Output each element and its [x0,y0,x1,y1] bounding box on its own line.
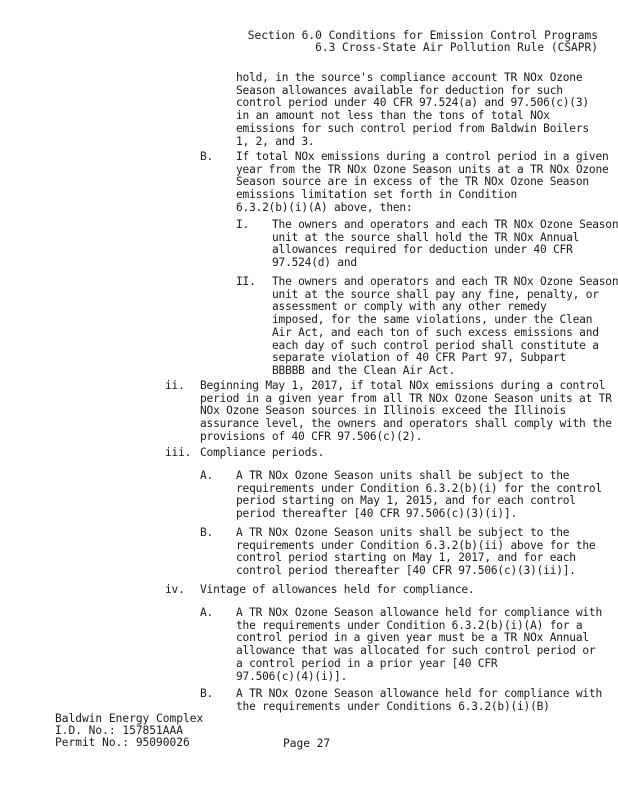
item-iv-heading [200,584,475,597]
text-line: Season source are in excess of the TR NOx Ozone Season [236,175,589,189]
text-line: Air Act, and each ton of such excess emissions and [272,325,599,339]
text-line: assurance level, the owners and operators shall comply with the [200,417,612,431]
text-line: A TR NOx Ozone Season allowance held for compliance with [236,606,602,619]
footer-company: Baldwin Energy Complex [55,712,204,725]
item-b-label: B. [200,150,214,163]
text-line: Compliance periods. [200,446,325,459]
text-line: separate violation of 40 CFR Part 97, Subpart [272,351,567,365]
text-line: year from the TR NOx Ozone Season units at a TR NOx Ozone [236,162,609,176]
text-line: Season allowances available for deduction for such [236,83,563,97]
item-b-ii-paragraph [272,276,618,378]
item-iii-heading [200,447,324,460]
footer-permit-number: Permit No.: 95090026 [55,736,190,749]
item-b-paragraph [236,151,609,215]
text-line: Vintage of allowances held for compliance. [200,583,475,596]
continuation-paragraph [236,72,589,148]
item-iv-b-label: B. [200,687,214,700]
text-line: control period thereafter [40 CFR 97.506(c)(3)(ii)]. [236,564,576,578]
item-b-ii-label: II. [236,275,256,288]
footer-id-number: I.D. No.: 157851AAA [55,724,183,737]
text-line: requirements under Condition 6.3.2(b)(ii) above for the [236,538,596,552]
item-iii-a-paragraph [236,470,602,521]
text-line: unit at the source shall pay any fine, penalty, or [272,287,599,301]
text-line: NOx Ozone Season sources in Illinois exceed the Illinois [200,404,566,418]
text-line: assessment or comply with any other remedy [272,300,547,314]
text-line: If total NOx emissions during a control period in a given [236,150,609,163]
text-line: provisions of 40 CFR 97.506(c)(2). [200,429,423,443]
item-iii-b-label: B. [200,526,214,539]
text-line: BBBBB and the Clean Air Act. [272,363,455,377]
text-line: requirements under Condition 6.3.2(b)(i) for the control [236,481,602,495]
text-line: period starting on May 1, 2015, and for each control [236,494,576,508]
item-iv-a-label: A. [200,606,214,619]
text-line: the requirements under Conditions 6.3.2(b)(i)(B) [236,699,550,713]
text-line: The owners and operators and each TR NOx Ozone Season [272,275,618,288]
text-line: period thereafter [40 CFR 97.506(c)(3)(i)]. [236,507,518,521]
text-line: control period starting on May 1, 2017, and for each [236,551,576,565]
text-line: imposed, for the same violations, under the Clean [272,313,593,327]
text-line: emissions for such control period from Baldwin Boilers [236,121,589,135]
text-line: control period under 40 CFR 97.524(a) and 97.506(c)(3) [236,96,589,110]
header-section-title: Section 6.0 Conditions for Emission Control Programs [247,29,598,42]
item-iii-a-label: A. [200,469,214,482]
text-line: the requirements under Condition 6.3.2(b)(i)(A) for a [236,618,583,632]
item-ii-label: ii. [165,379,185,392]
text-line: period in a given year from all TR NOx Ozone Season units at TR [200,391,612,405]
text-line: Beginning May 1, 2017, if total NOx emissions during a control [200,379,606,392]
text-line: unit at the source shall hold the TR NOx Annual [272,230,580,244]
text-line: each day of such control period shall constitute a [272,338,599,352]
text-line: control period in a given year must be a TR NOx Annual [236,631,589,645]
item-b-i-label: I. [236,218,250,231]
page-footer [55,713,203,749]
text-line: allowances required for deduction under 40 CFR [272,243,573,257]
text-line: emissions limitation set forth in Condition [236,188,518,202]
text-line: in an amount not less than the tons of total NOx [236,109,550,123]
text-line: A TR NOx Ozone Season allowance held for compliance with [236,687,602,700]
item-iv-a-paragraph [236,607,602,683]
text-line: A TR NOx Ozone Season units shall be subject to the [236,469,570,482]
header-subsection-title: 6.3 Cross-State Air Pollution Rule (CSAPR) [315,41,598,54]
page-number: Page 27 [283,737,331,750]
item-iv-b-paragraph [236,688,602,713]
text-line: A TR NOx Ozone Season units shall be subject to the [236,526,570,539]
item-iii-b-paragraph [236,527,595,578]
text-line: allowance that was allocated for such control period or [236,644,596,658]
item-b-i-paragraph [272,219,618,270]
text-line: The owners and operators and each TR NOx Ozone Season [272,218,618,231]
text-line: hold, in the source's compliance account TR NOx Ozone [236,71,583,84]
item-ii-paragraph [200,380,612,444]
text-line: 97.506(c)(4)(i)]. [236,669,348,683]
text-line: 1, 2, and 3. [236,134,315,148]
item-iv-label: iv. [165,583,185,596]
text-line: 97.524(d) and [272,256,357,270]
text-line: 6.3.2(b)(i)(A) above, then: [236,200,413,214]
text-line: a control period in a prior year [40 CFR [236,656,498,670]
item-iii-label: iii. [165,446,192,459]
page-header [248,30,598,54]
